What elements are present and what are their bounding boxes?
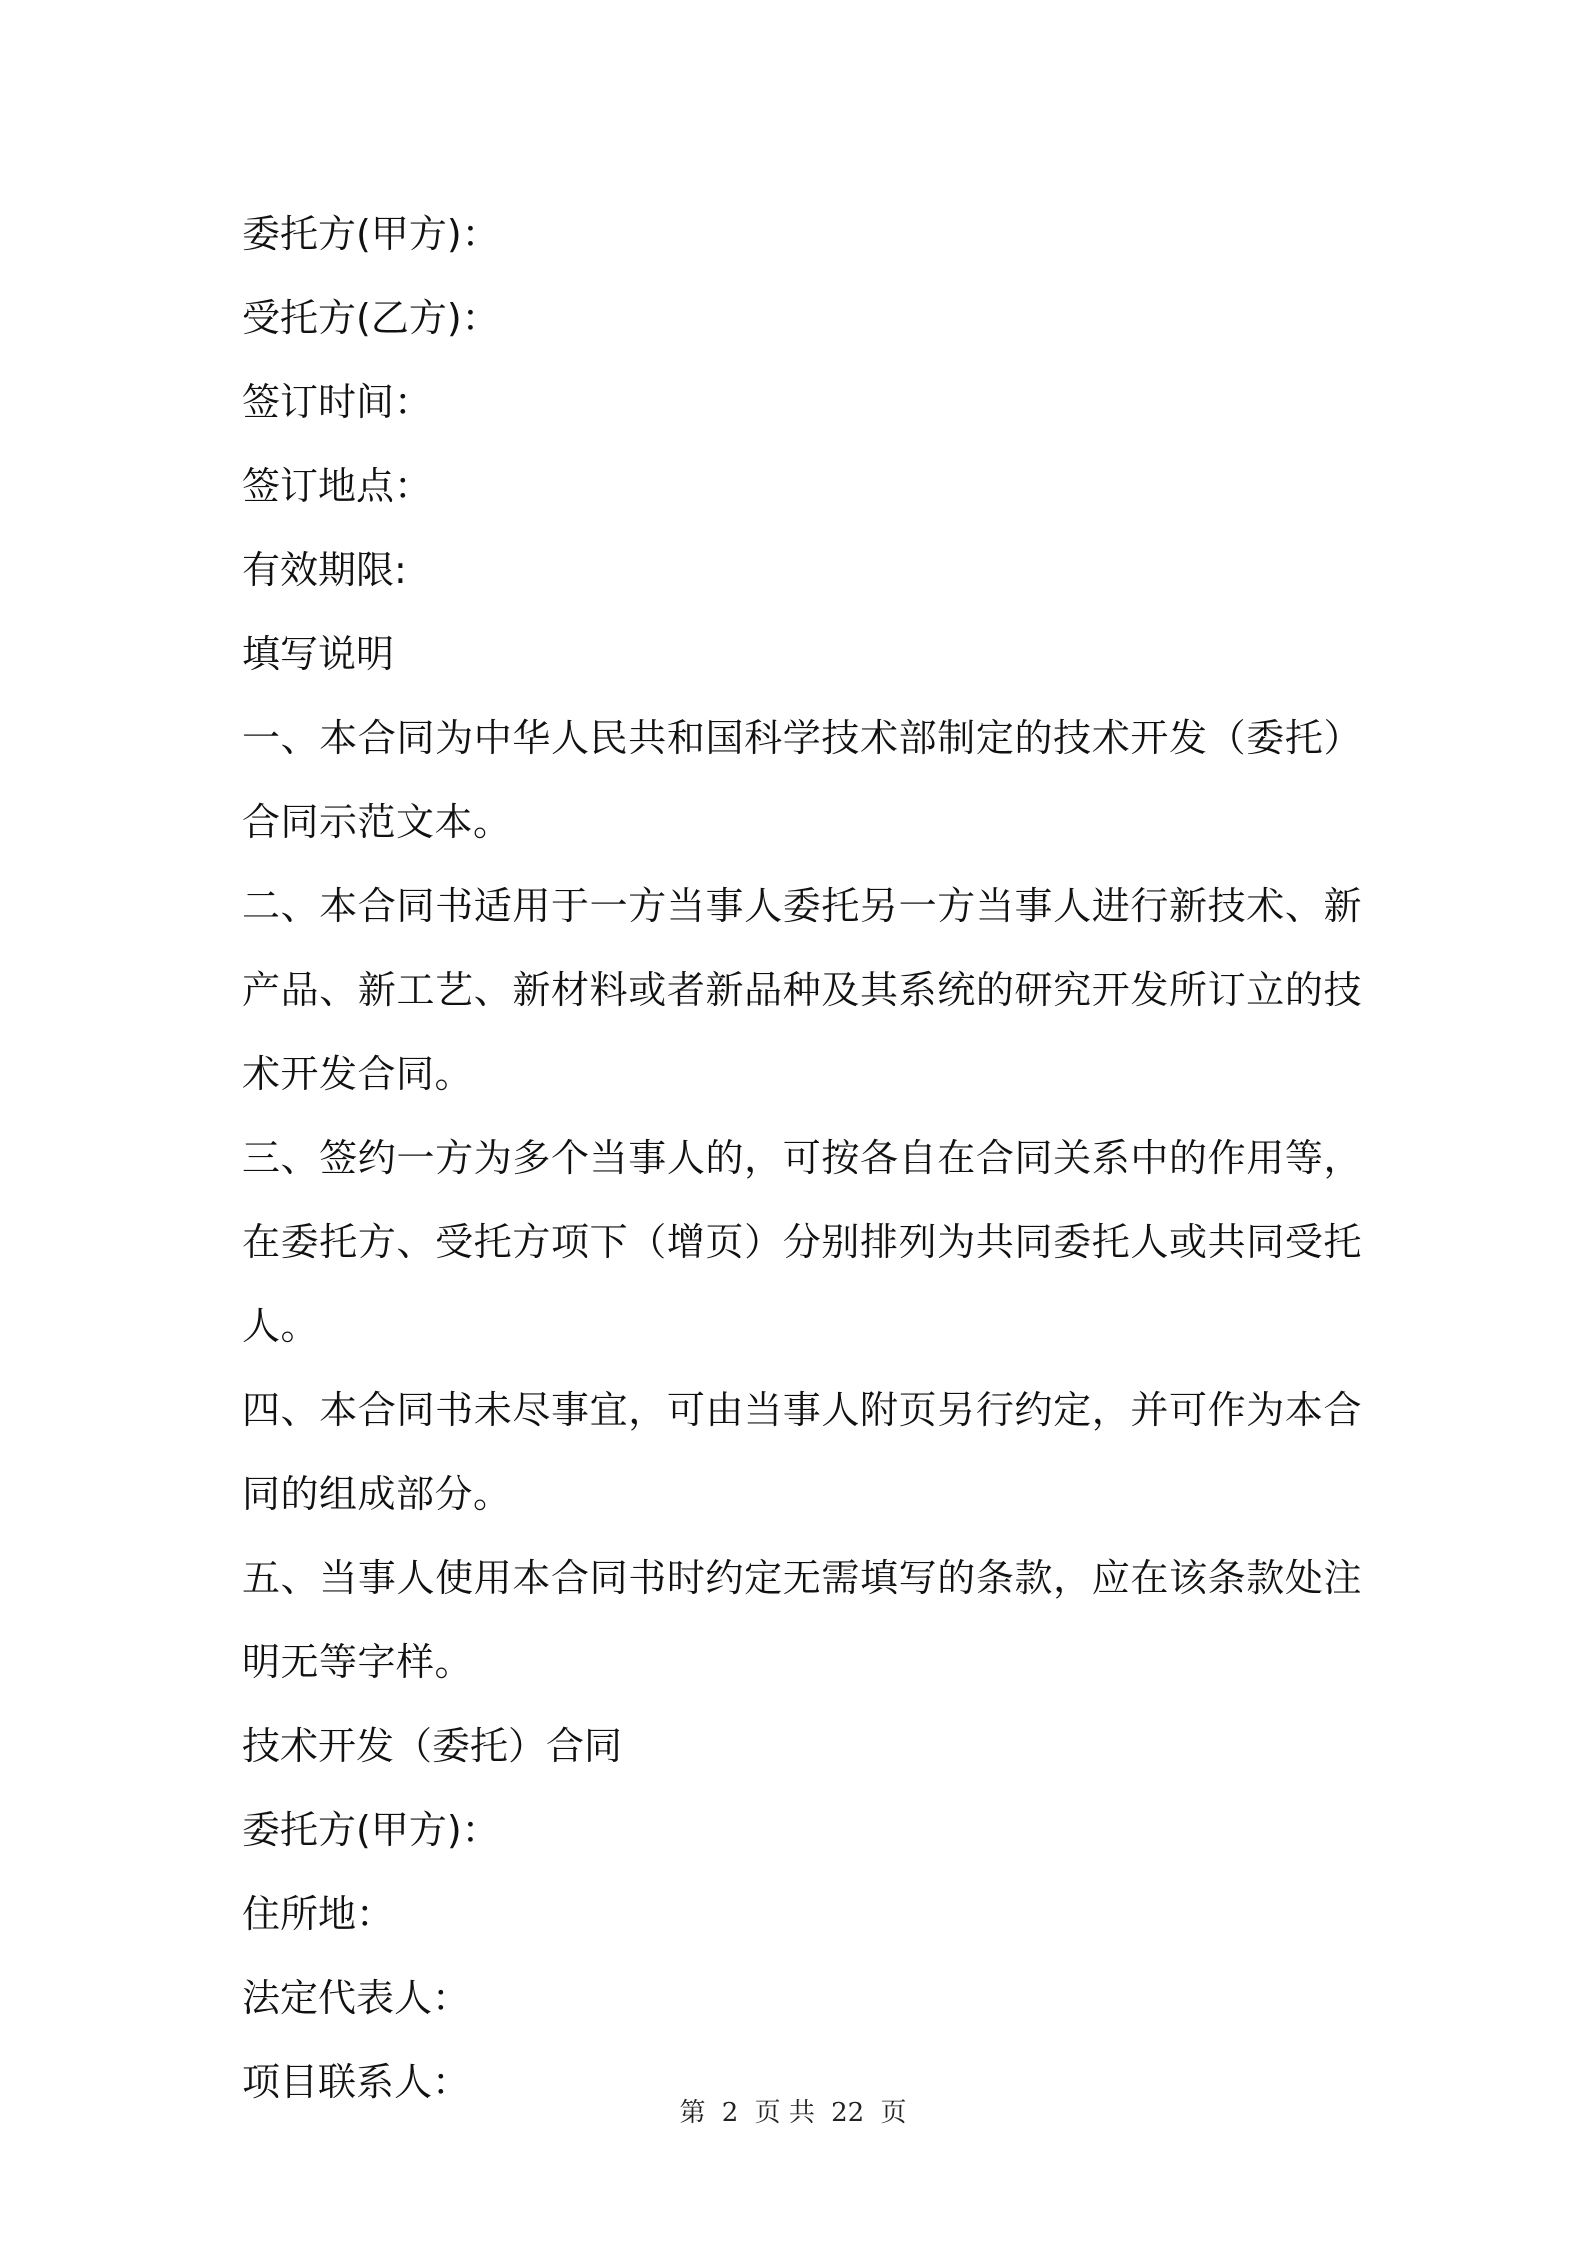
instruction-item-2: 二、本合同书适用于一方当事人委托另一方当事人进行新技术、新产品、新工艺、新材料或者新品种及其系统的研究开发所订立的技术开发合同。 (242, 884, 1362, 1096)
instructions-title: 填写说明 (242, 632, 395, 676)
field-signing-time: 签订时间： (242, 380, 433, 424)
contract-field-legal-representative: 法定代表人： (242, 1976, 471, 2020)
field-validity-period: 有效期限: (242, 548, 407, 592)
instruction-item-5: 五、当事人使用本合同书时约定无需填写的条款，应在该条款处注明无等字样。 (242, 1556, 1362, 1684)
field-signing-place: 签订地点： (242, 464, 433, 508)
contract-field-address: 住所地： (242, 1892, 395, 1936)
instruction-item-3: 三、签约一方为多个当事人的，可按各自在合同关系中的作用等，在委托方、受托方项下（增页）分别排列为共同委托人或共同受托人。 (242, 1136, 1362, 1348)
footer-total-pages: 22 (831, 2098, 865, 2128)
contract-field-client: 委托方(甲方)： (242, 1808, 500, 1852)
instruction-item-1: 一、本合同为中华人民共和国科学技术部制定的技术开发（委托）合同示范文本。 (242, 716, 1362, 844)
document-body (242, 192, 1362, 2124)
instruction-item-4: 四、本合同书未尽事宜，可由当事人附页另行约定，并可作为本合同的组成部分。 (242, 1388, 1362, 1516)
footer-suffix: 页 (880, 2098, 907, 2128)
footer-page-number: 2 (721, 2098, 739, 2128)
field-client-party: 委托方(甲方)： (242, 212, 500, 256)
footer-prefix: 第 (679, 2098, 706, 2128)
field-contractor-party: 受托方(乙方)： (242, 296, 500, 340)
footer-middle: 页 共 (754, 2098, 815, 2128)
page-footer (0, 2092, 1586, 2129)
contract-field-project-contact: 项目联系人： (242, 2060, 471, 2104)
contract-title: 技术开发（委托）合同 (242, 1724, 623, 1768)
